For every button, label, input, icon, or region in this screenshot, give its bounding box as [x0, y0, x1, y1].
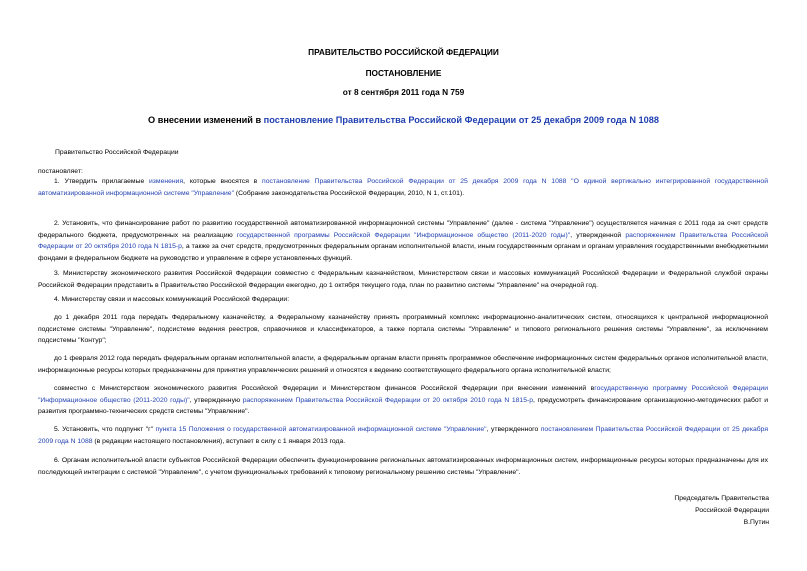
p3-text-1: 3. Министерству экономического развития Российской Федерации совместно с Федеральным казначейством, Министерством связи и массовых коммуникаций Российской Федерации и Федеральной службой охраны Российской Федерации представить в Правительство Российской Федерации ежегодно, до 1 октября текущего года, план по развитию системы "Управление" на очередной год.: [38, 270, 768, 289]
paragraph-3: [38, 268, 768, 291]
paragraph-1: [38, 176, 768, 199]
p5-link-decree[interactable]: постановлением Правительства Российской Федерации от 25 декабря 2009 года N 1088: [38, 426, 768, 445]
p4a-text-1: до 1 декабря 2011 года передать Федеральному казначейству, а Федеральному казначейству принять программный комплекс информационно-аналитических систем, относящихся к центральной информационной подсистеме системы "Управление", подсистеме ведения реестров, справочников и классификаторов, а также портала системы "Управление" и типового регионального решения системы "Управление", за исключением подсистемы "Контур";: [38, 314, 768, 345]
p5-text-1: 5. Установить, что подпункт "г": [54, 426, 156, 433]
document-subject: [0, 114, 807, 126]
intro-government: Правительство Российской Федерации: [55, 149, 179, 156]
government-heading: ПРАВИТЕЛЬСТВО РОССИЙСКОЙ ФЕДЕРАЦИИ: [308, 47, 499, 57]
paragraph-4: [38, 294, 768, 306]
p2-text-3: , а также за счет средств, предусмотренных федеральным органам исполнительной власти, иным государственным органам и органам управления государственными внебюджетными фондами в федеральном бюджете на руководство и управление в сфере установленных функций.: [38, 243, 769, 262]
paragraph-6: [38, 455, 768, 478]
signature-country: Российской Федерации: [695, 507, 769, 514]
p5-link-regulation[interactable]: пункта 15 Положения о государственной автоматизированной информационной системе "Управление": [155, 426, 487, 433]
p2-text-1: 2. Установить, что финансирование работ по развитию государственной автоматизированной информационной системы "Управление" (далее - система "Управление") осуществляется начиная с 2011 года за счет средств федерального бюджета, предусмотренных на реализацию: [38, 220, 768, 239]
p4c-link-program[interactable]: государственную программу Российской Федерации "Информационное общество (2011-2020 годы)": [38, 385, 768, 404]
p1-text-2: , которые вносятся в: [183, 178, 263, 185]
paragraph-5: [38, 424, 768, 447]
p1-text-1: 1. Утвердить прилагаемые: [54, 178, 150, 185]
p4c-text-2: , утвержденную: [189, 396, 243, 404]
paragraph-4c: [38, 383, 768, 418]
paragraph-4a: [38, 312, 768, 347]
p1-text-3: (Собрание законодательства Российской Федерации, 2010, N 1, ст.101).: [234, 189, 465, 197]
p5-text-3: (в редакции настоящего постановления), вступает в силу с 1 января 2013 года.: [92, 437, 346, 445]
p2-link-program[interactable]: государственной программы Российской Федерации "Информационное общество (2011-2020 годы)": [236, 231, 571, 239]
p4c-text-1: совместно с Министерством экономического развития Российской Федерации и Министерством финансов Российской Федерации при внесении изменений в: [54, 385, 595, 392]
p4c-link-order[interactable]: распоряжением Правительства Российской Федерации от 20 октября 2010 года N 1815-р: [242, 396, 534, 404]
p5-text-2: , утвержденного: [486, 426, 541, 433]
paragraph-4b: [38, 353, 768, 376]
signature-title: Председатель Правительства: [674, 495, 769, 502]
paragraph-2: [38, 218, 768, 264]
document-type: ПОСТАНОВЛЕНИЕ: [365, 68, 442, 78]
p4c-text-3: , предусмотреть финансирование организационно-методических работ и развития программно-технических средств системы "Управление".: [38, 396, 769, 416]
intro-decrees: постановляет:: [38, 168, 83, 175]
p4-text-1: 4. Министерству связи и массовых коммуникаций Российской Федерации:: [54, 296, 290, 303]
p1-link-changes[interactable]: изменения: [149, 178, 184, 185]
p1-link-decree[interactable]: постановление Правительства Российской Федерации от 25 декабря 2009 года N 1088 "О единой вертикально интегрированной государственной автоматизированной информационной системе "Управление": [38, 178, 769, 197]
p4b-text-1: до 1 февраля 2012 года передать федеральным органам исполнительной власти, а федеральным органам власти принять программное обеспечение информационных систем федеральных органов исполнительной власти, информационные ресурсы которых предназначены для принятия управленческих решений и относятся к ведению соответствующего федерального органа исполнительной власти;: [38, 355, 768, 374]
p2-link-order[interactable]: распоряжением Правительства Российской Федерации от 20 октября 2010 года N 1815-р: [38, 231, 768, 251]
subject-link[interactable]: постановление Правительства Российской Федерации от 25 декабря 2009 года N 1088: [263, 115, 659, 125]
signature-name: В.Путин: [743, 519, 769, 526]
p6-text-1: 6. Органам исполнительной власти субъектов Российской Федерации обеспечить функционирование региональных автоматизированных информационных систем, информационные ресурсы которых предназначены для их последующей интеграции с системой "Управление", с учетом функциональных требований к типовому региональному решению системы "Управление".: [38, 457, 768, 476]
p2-text-2: , утвержденной: [570, 231, 626, 239]
signature-block: [569, 493, 769, 529]
document-date-number: от 8 сентября 2011 года N 759: [342, 87, 465, 97]
subject-prefix: О внесении изменений в: [148, 115, 264, 125]
